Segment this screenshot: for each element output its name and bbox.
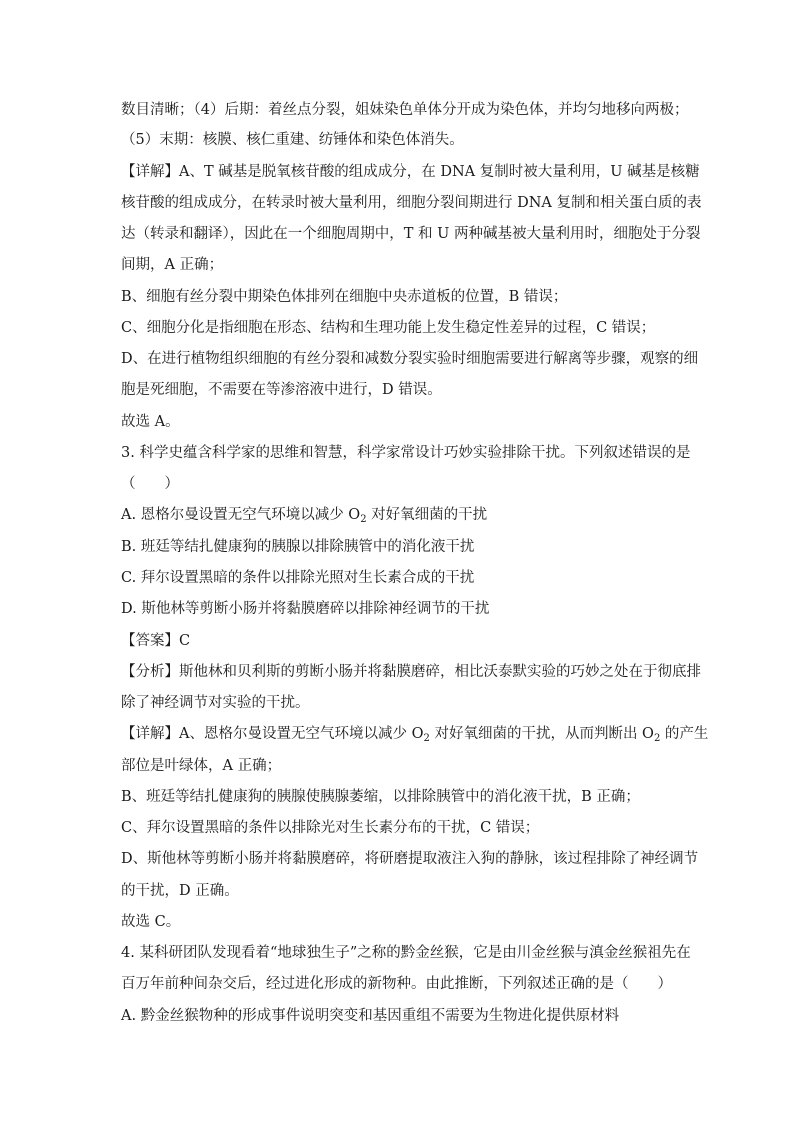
text-line: 【详解】A、T 碱基是脱氧核苷酸的组成成分，在 DNA 复制时被大量利用，U 碱基是核糖 xyxy=(121,164,700,180)
answer-line: 【答案】C xyxy=(121,633,191,649)
text-line: （5）末期：核膜、核仁重建、纺锤体和染色体消失。 xyxy=(121,132,464,148)
option-d: D. 斯他林等剪断小肠并将黏膜磨碎以排除神经调节的干扰 xyxy=(121,601,490,617)
text-line: 故选 A。 xyxy=(121,414,180,430)
question-stem: 3. 科学史蕴含科学家的思维和智慧，科学家常设计巧妙实验排除干扰。下列叙述错误的是 xyxy=(121,445,691,461)
text-line: 胞是死细胞，不需要在等渗溶液中进行，D 错误。 xyxy=(121,382,442,398)
text-line: 部位是叶绿体，A 正确； xyxy=(121,758,282,774)
text-line: 的干扰，D 正确。 xyxy=(121,883,239,899)
text-line: C、拜尔设置黑暗的条件以排除光对生长素分布的干扰，C 错误； xyxy=(121,820,540,836)
text-line: 核苷酸的组成成分，在转录时被大量利用，细胞分裂间期进行 DNA 复制和相关蛋白质的表 xyxy=(121,195,702,211)
text-line: D、在进行植物组织细胞的有丝分裂和减数分裂实验时细胞需要进行解离等步骤，观察的细 xyxy=(121,351,699,367)
text-line: B、细胞有丝分裂中期染色体排列在细胞中央赤道板的位置，B 错误； xyxy=(121,289,568,305)
question-stem: 百万年前种间杂交后，经过进化形成的新物种。由此推断，下列叙述正确的是（ ） xyxy=(121,976,672,992)
analysis-line: 【分析】斯他林和贝利斯的剪断小肠并将黏膜磨碎，相比沃泰默实验的巧妙之处在于彻底排 xyxy=(121,664,701,680)
option-a: A. 黔金丝猴物种的形成事件说明突变和基因重组不需要为生物进化提供原材料 xyxy=(121,1008,620,1024)
text-line: 间期，A 正确； xyxy=(121,257,224,273)
option-c: C. 拜尔设置黑暗的条件以排除光照对生长素合成的干扰 xyxy=(121,570,475,586)
question-stem: 4. 某科研团队发现看着“地球独生子”之称的黔金丝猴，它是由川金丝猴与滇金丝猴祖先在 xyxy=(121,945,691,961)
text-line: 故选 C。 xyxy=(121,914,181,930)
analysis-line: 除了神经调节对实验的干扰。 xyxy=(121,695,310,711)
answer-blank: （ ） xyxy=(121,476,179,492)
detail-line: 【详解】A、恩格尔曼设置无空气环境以减少 $O_2$ 对好氧细菌的干扰，从而判断出 $O_2$ 的产生 xyxy=(121,726,709,744)
option-b: B. 班廷等结扎健康狗的胰腺以排除胰管中的消化液干扰 xyxy=(121,539,475,555)
option-a: A. 恩格尔曼设置无空气环境以减少 $O_2$ 对好氧细菌的干扰 xyxy=(121,507,488,525)
text-line: B、班廷等结扎健康狗的胰腺使胰腺萎缩，以排除胰管中的消化液干扰，B 正确； xyxy=(121,789,640,805)
text-line: 数目清晰；（4）后期：着丝点分裂，姐妹染色单体分开成为染色体，并均匀地移向两极； xyxy=(121,102,689,118)
text-line: 达（转录和翻译），因此在一个细胞周期中，T 和 U 两种碱基被大量利用时，细胞处于分裂 xyxy=(121,226,701,242)
text-line: C、细胞分化是指细胞在形态、结构和生理功能上发生稳定性差异的过程，C 错误； xyxy=(121,320,656,336)
text-line: D、斯他林等剪断小肠并将黏膜磨碎，将研磨提取液注入狗的静脉，该过程排除了神经调节 xyxy=(121,851,699,867)
